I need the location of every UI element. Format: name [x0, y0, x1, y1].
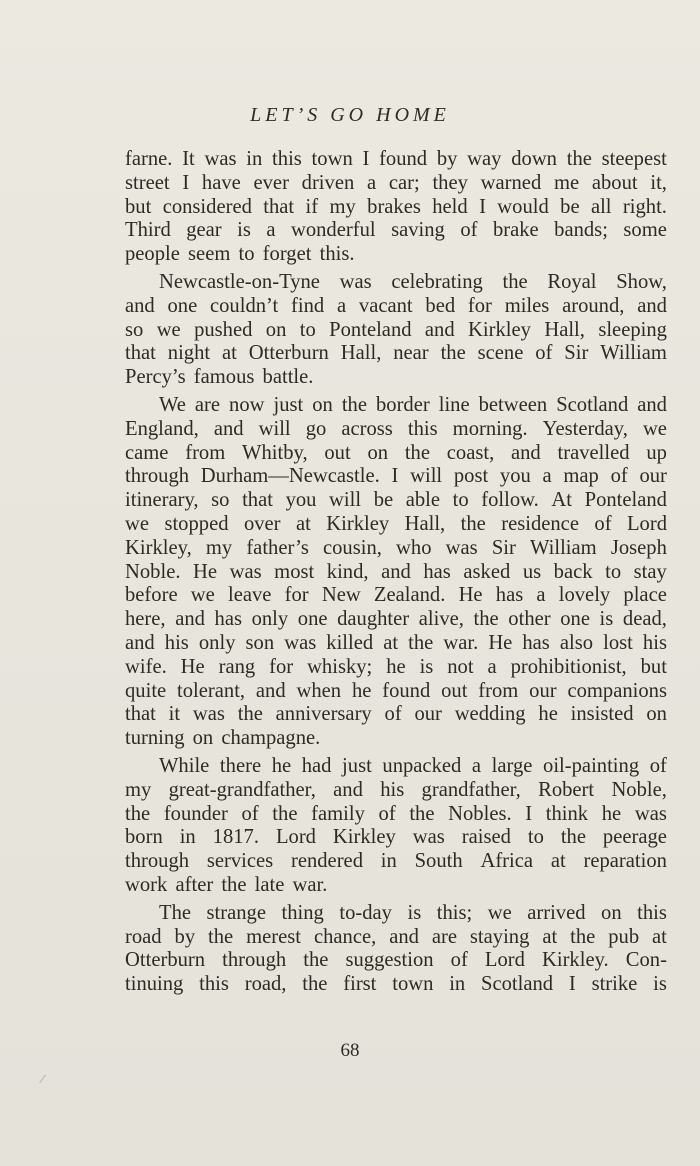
text-line: Newcastle-on-Tyne was celebrating the Royal Show, — [159, 270, 667, 293]
text-line: work after the late war. — [125, 873, 328, 896]
text-line: born in 1817. Lord Kirkley was raised to the peerage — [125, 826, 667, 849]
text-line: turning on champagne. — [125, 727, 321, 750]
text-line: We are now just on the border line between Scotland and — [159, 393, 667, 416]
text-line: that it was the anniversary of our wedding he insisted on — [125, 703, 667, 726]
text-line: before we leave for New Zealand. He has a lovely place — [125, 584, 667, 607]
text-line: that night at Otterburn Hall, near the scene of Sir William — [125, 342, 667, 365]
text-line: street I have ever driven a car; they warned me about it, — [125, 171, 667, 194]
text-line: itinerary, so that you will be able to follow. At Ponteland — [125, 489, 667, 512]
body-text — [125, 148, 667, 997]
text-line: the founder of the family of the Nobles. I think he was — [125, 802, 667, 825]
text-line: tinuing this road, the first town in Scotland I strike is — [125, 973, 667, 996]
text-line: Third gear is a wonderful saving of brake bands; some — [125, 219, 667, 242]
page-number: 68 — [340, 1040, 360, 1061]
paragraph — [125, 755, 667, 898]
paragraph — [125, 394, 667, 751]
text-line: through Durham—Newcastle. I will post you a map of our — [125, 465, 667, 488]
paper-speck — [39, 1075, 46, 1084]
text-line: road by the merest chance, and are staying at the pub at — [125, 925, 667, 948]
text-line: farne. It was in this town I found by way down the steepest — [125, 148, 667, 170]
paragraph — [125, 271, 667, 390]
running-head: LET’S GO HOME — [250, 104, 450, 126]
text-line: we stopped over at Kirkley Hall, the residence of Lord — [125, 512, 667, 535]
text-line: through services rendered in South Africa at reparation — [125, 850, 667, 873]
text-line: Kirkley, my father’s cousin, who was Sir William Joseph — [125, 536, 667, 559]
text-line: The strange thing to-day is this; we arrived on this — [159, 901, 667, 924]
text-line: my great-grandfather, and his grandfather, Robert Noble, — [125, 778, 667, 801]
text-line: quite tolerant, and when he found out from our companions — [125, 679, 667, 702]
text-line: and one couldn’t find a vacant bed for miles around, and — [125, 294, 667, 317]
text-line: England, and will go across this morning. Yesterday, we — [125, 417, 667, 440]
paragraph — [125, 902, 667, 997]
text-line: but considered that if my brakes held I would be all right. — [125, 195, 667, 218]
text-line: Percy’s famous battle. — [125, 366, 314, 389]
paragraph — [125, 148, 667, 267]
text-line: Otterburn through the suggestion of Lord Kirkley. Con- — [125, 949, 667, 972]
text-line: people seem to forget this. — [125, 243, 355, 266]
text-line: While there he had just unpacked a large oil-painting of — [159, 754, 667, 777]
text-line: and his only son was killed at the war. He has also lost his — [125, 631, 667, 654]
text-line: here, and has only one daughter alive, the other one is dead, — [125, 608, 667, 631]
text-line: so we pushed on to Ponteland and Kirkley Hall, sleeping — [125, 318, 667, 341]
text-line: wife. He rang for whisky; he is not a prohibitionist, but — [125, 655, 667, 678]
text-line: Noble. He was most kind, and has asked us back to stay — [125, 560, 667, 583]
text-line: came from Whitby, out on the coast, and travelled up — [125, 441, 667, 464]
